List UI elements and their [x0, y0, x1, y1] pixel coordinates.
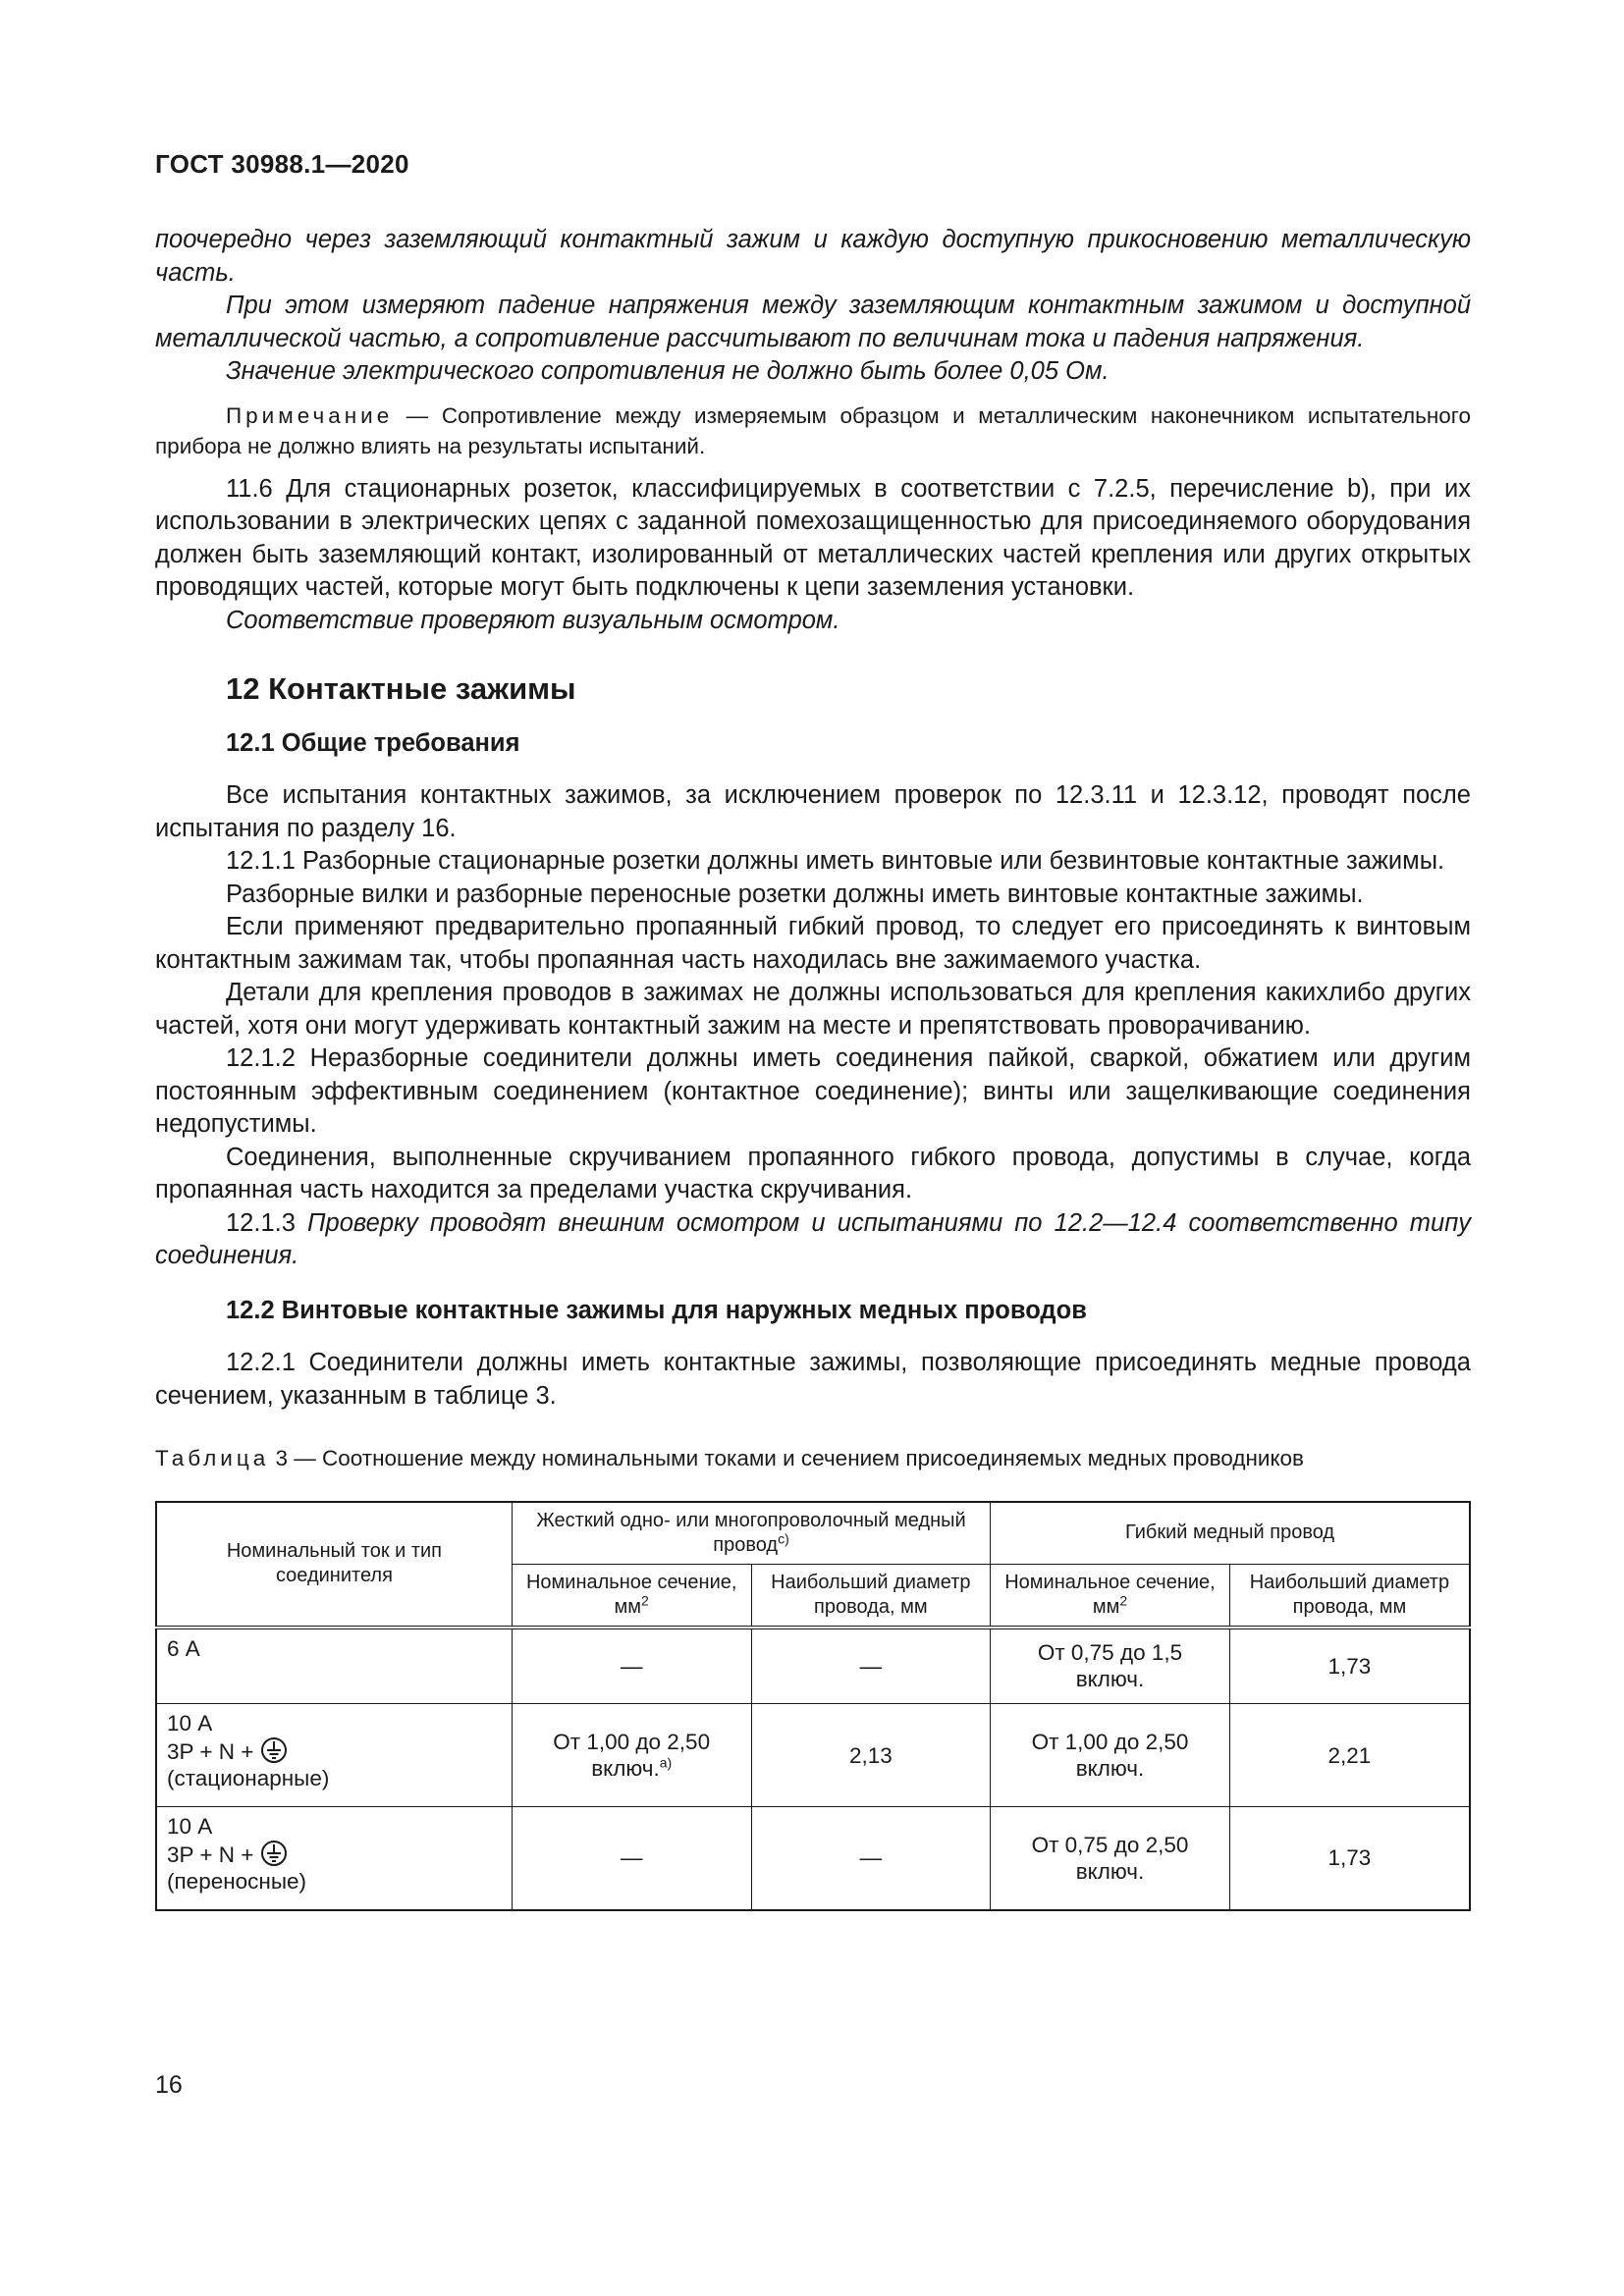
paragraph: 11.6 Для стационарных розеток, классифицируемых в соответствии с 7.2.5, перечисление b), при их использовании в электрических цепях с заданной помехозащищенностью для присоединяемого оборудования должен быть заземляющий контакт, изолированный от металлических частей крепления или других открытых проводящих частей, которые могут быть подключены к цепи заземления установки. — [155, 474, 1471, 601]
cell-flex-diameter: 1,73 — [1229, 1807, 1470, 1910]
paragraph: поочередно через заземляющий контактный зажим и каждую доступную прикосновению металлическую часть. — [155, 226, 1471, 287]
type-line — [167, 1736, 502, 1765]
table-row — [156, 1704, 1470, 1807]
note — [155, 400, 1471, 461]
paragraph: Все испытания контактных зажимов, за исключением проверок по 12.3.11 и 12.3.12, проводят после испытания по разделу 16. — [155, 781, 1471, 842]
type-line: (переносные) — [167, 1869, 307, 1894]
paragraph: 12.1.2 Неразборные соединители должны иметь соединения пайкой, сваркой, обжатием или другим постоянным эффективным соединением (контактное соединение); винты или защелкивающие соединения недопустимы. — [155, 1044, 1471, 1138]
cell-flex-diameter: 2,21 — [1229, 1704, 1470, 1807]
footnote-ref: c) — [778, 1529, 789, 1546]
paragraph: Значение электрического сопротивления не должно быть более 0,05 Ом. — [226, 357, 1110, 385]
table-caption-label: Таблица — [155, 1446, 270, 1470]
type-line: 6 А — [167, 1635, 200, 1661]
table-row — [156, 1807, 1470, 1910]
cell-rigid-section: — — [512, 1628, 751, 1704]
protective-earth-icon — [260, 1840, 288, 1867]
header-rigid-diameter: Наибольший диаметр провода, мм — [751, 1564, 991, 1628]
header-flex-diameter: Наибольший диаметр провода, мм — [1229, 1564, 1470, 1628]
cell-rigid-diameter: — — [751, 1807, 991, 1910]
table-row — [156, 1628, 1470, 1704]
table-caption-text: 3 — Соотношение между номинальными токами и сечением присоединяемых медных проводников — [269, 1446, 1305, 1470]
cell-type — [156, 1628, 512, 1704]
header-flex-group: Гибкий медный провод — [991, 1502, 1470, 1565]
paragraph: 12.2.1 Соединители должны иметь контактные зажимы, позволяющие присоединять медные провода сечением, указанным в таблице 3. — [155, 1349, 1471, 1410]
paragraph: Соответствие проверяют визуальным осмотром. — [226, 606, 840, 634]
header-rigid-section — [512, 1564, 751, 1628]
paragraph: При этом измеряют падение напряжения между заземляющим контактным зажимом и доступной металлической частью, а сопротивление рассчитывают по величинам тока и падения напряжения. — [155, 292, 1471, 352]
subsection-heading: 12.1 Общие требования — [226, 728, 520, 757]
header-type: Номинальный ток и тип соединителя — [156, 1502, 512, 1628]
type-line: 10 А — [167, 1711, 213, 1735]
paragraph: 12.1.1 Разборные стационарные розетки должны иметь винтовые или безвинтовые контактные зажимы. — [226, 847, 1445, 875]
paragraph: Детали для крепления проводов в зажимах не должны использоваться для крепления какихлибо других частей, хотя они могут удерживать контактный зажим на месте и препятствовать проворачиванию. — [155, 979, 1471, 1040]
note-label: Примечание — [226, 402, 394, 428]
cell-flex-section: От 0,75 до 2,50 включ. — [991, 1807, 1230, 1910]
paragraph: Если применяют предварительно пропаянный гибкий провод, то следует его присоединять к винтовым контактным зажимам так, чтобы пропаянная часть находилась вне зажимаемого участка. — [155, 913, 1471, 974]
cell-text: От 1,00 до 2,50 включ. — [553, 1730, 711, 1781]
section-heading: 12 Контактные зажимы — [226, 671, 576, 706]
clause-number: 12.1.3 — [226, 1208, 308, 1237]
superscript: 2 — [641, 1591, 649, 1608]
cell-flex-section: От 1,00 до 2,50 включ. — [991, 1704, 1230, 1807]
document-body — [155, 224, 1471, 1911]
type-line: (стационарные) — [167, 1766, 330, 1790]
note-text: — Сопротивление между измеряемым образцом и металлическим наконечником испытательного прибора не должно влиять на результаты испытаний. — [155, 402, 1471, 458]
header-rigid-text: Жесткий одно- или многопроволочный медный провод — [536, 1509, 966, 1556]
table-header-row — [156, 1502, 1470, 1565]
cell-type — [156, 1704, 512, 1807]
table-caption — [155, 1442, 1471, 1475]
cell-flex-section: От 0,75 до 1,5 включ. — [991, 1628, 1230, 1704]
header-rigid-group — [512, 1502, 990, 1565]
header-flex-section — [991, 1564, 1230, 1628]
header-text: Номинальное сечение, мм — [525, 1571, 737, 1618]
page-number: 16 — [155, 2071, 183, 2099]
footnote-ref: а) — [659, 1754, 673, 1771]
type-text: 3P + N + — [167, 1739, 254, 1764]
paragraph: Разборные вилки и разборные переносные розетки должны иметь винтовые контактные зажимы. — [226, 880, 1364, 908]
cell-rigid-diameter: — — [751, 1628, 991, 1704]
cell-flex-diameter: 1,73 — [1229, 1628, 1470, 1704]
type-line — [167, 1840, 502, 1868]
cell-rigid-diameter: 2,13 — [751, 1704, 991, 1807]
cell-rigid-section — [512, 1704, 751, 1807]
cell-rigid-section: — — [512, 1807, 751, 1910]
type-text: 3P + N + — [167, 1842, 254, 1867]
superscript: 2 — [1119, 1591, 1128, 1608]
protective-earth-icon — [260, 1736, 288, 1764]
paragraph — [155, 1207, 1471, 1273]
paragraph: Соединения, выполненные скручиванием пропаянного гибкого провода, допустимы в случае, когда пропаянная часть находится за пределами участка скручивания. — [155, 1143, 1471, 1203]
cell-type — [156, 1807, 512, 1910]
table-3 — [155, 1501, 1471, 1911]
type-line: 10 А — [167, 1814, 213, 1839]
document-header: ГОСТ 30988.1—2020 — [155, 149, 409, 179]
header-text: Номинальное сечение, мм — [1004, 1571, 1216, 1618]
clause-text: Проверку проводят внешним осмотром и испытаниями по 12.2—12.4 соответственно типу соединения. — [155, 1208, 1471, 1269]
subsection-heading: 12.2 Винтовые контактные зажимы для наружных медных проводов — [226, 1296, 1087, 1324]
